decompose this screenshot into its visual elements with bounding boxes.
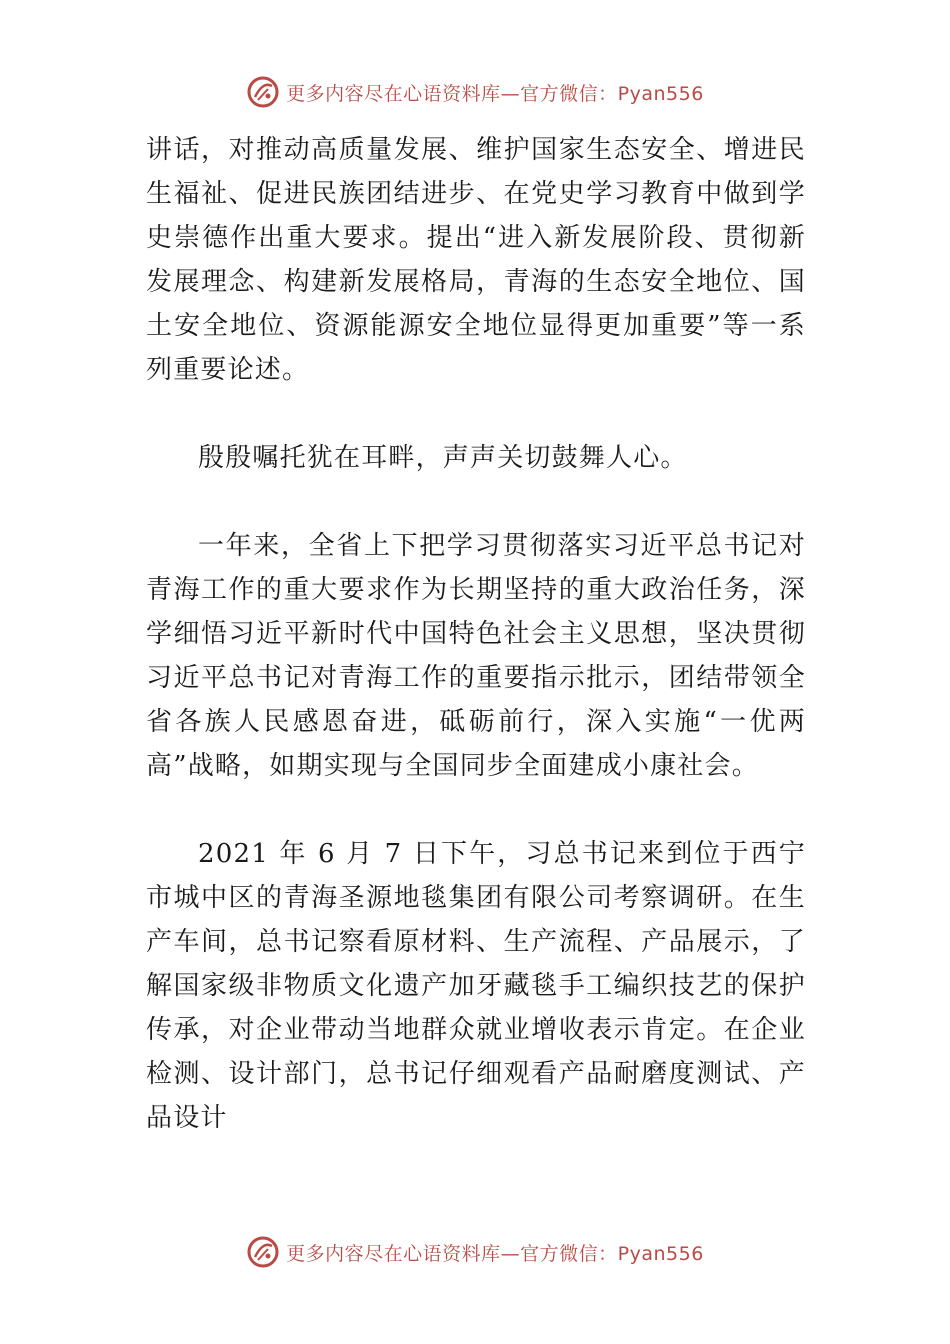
watermark-text: 更多内容尽在心语资料库—官方微信：Pyan556 (286, 82, 704, 105)
header-watermark (0, 72, 950, 112)
logo-icon (246, 1235, 280, 1269)
footer-watermark (0, 1232, 950, 1272)
paragraph-4: 2021 年 6 月 7 日下午，习总书记来到位于西宁市城中区的青海圣源地毯集团有限公司考察调研。在生产车间，总书记察看原材料、生产流程、产品展示，了解国家级非物质文化遗产加牙藏毯手工编织技艺的保护传承，对企业带动当地群众就业增收表示肯定。在企业检测、设计部门，总书记仔细观看产品耐磨度测试、产品设计 (146, 839, 806, 1133)
watermark-text: 更多内容尽在心语资料库—官方微信：Pyan556 (286, 1242, 704, 1265)
paragraph-1: 讲话，对推动高质量发展、维护国家生态安全、增进民生福祉、促进民族团结进步、在党史学习教育中做到学史崇德作出重大要求。提出“进入新发展阶段、贯彻新发展理念、构建新发展格局，青海的生态安全地位、国土安全地位、资源能源安全地位显得更加重要”等一系列重要论述。 (146, 135, 806, 385)
logo-icon (246, 75, 280, 109)
paragraph-spacer (146, 480, 806, 524)
document-body (146, 128, 806, 1140)
paragraph-spacer (146, 392, 806, 436)
paragraph-3: 一年来，全省上下把学习贯彻落实习近平总书记对青海工作的重大要求作为长期坚持的重大政治任务，深学细悟习近平新时代中国特色社会主义思想，坚决贯彻习近平总书记对青海工作的重要指示批示，团结带领全省各族人民感恩奋进，砥砺前行，深入实施“一优两高”战略，如期实现与全国同步全面建成小康社会。 (146, 531, 806, 781)
paragraph-2: 殷殷嘱托犹在耳畔，声声关切鼓舞人心。 (198, 443, 688, 473)
paragraph-spacer (146, 788, 806, 832)
